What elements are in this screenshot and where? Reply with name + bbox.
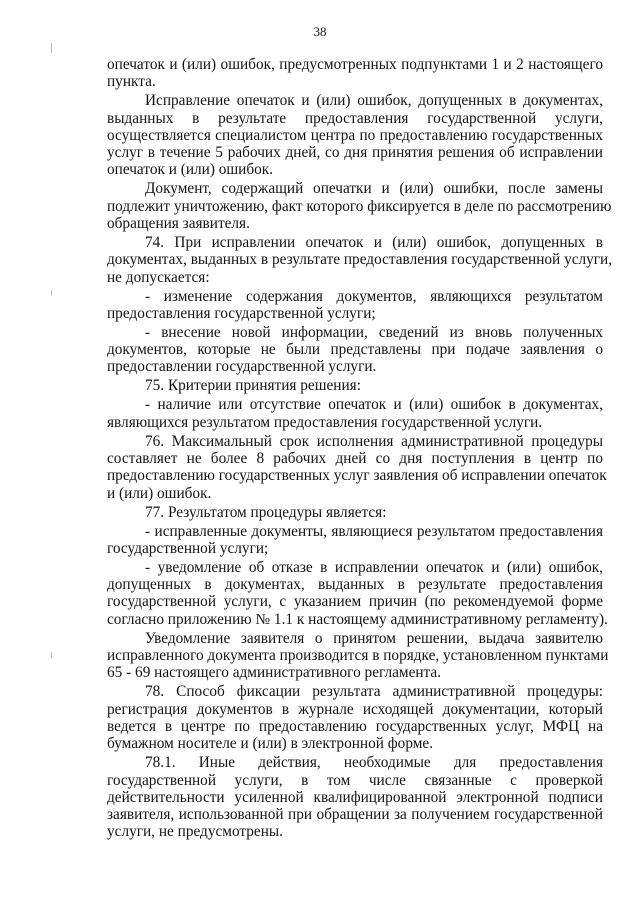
text-line: действительности усиленной квалифицированной электронной подписи xyxy=(107,788,603,806)
paragraph-p-correction xyxy=(107,92,603,178)
text-line: бумажном носителе и (или) в электронной форме. xyxy=(107,735,434,753)
paragraph-p-74-a xyxy=(107,288,603,323)
text-line: - наличие или отсутствие опечаток и (или) ошибок в документах, xyxy=(145,396,603,414)
text-line: государственной услуги, в том числе связанные с проверкой xyxy=(107,771,603,789)
text-line: ведется в центре по предоставлению государственных услуг, МФЦ на xyxy=(107,717,603,735)
text-line: обращения заявителя. xyxy=(107,215,250,233)
paragraph-p-78-1 xyxy=(107,754,603,840)
text-line: составляет не более 8 рабочих дней со дня поступления в центр по xyxy=(107,450,603,468)
text-line: не допускается: xyxy=(107,268,210,286)
paragraph-p-77-a xyxy=(107,523,603,558)
text-line: допущенных в документах, выданных в результате предоставления xyxy=(107,576,603,594)
text-line: 78.1. Иные действия, необходимые для предоставления xyxy=(145,754,603,772)
text-line: документов, которые не были представлены при подаче заявления о xyxy=(107,341,603,359)
text-line: - изменение содержания документов, являющихся результатом xyxy=(145,287,603,305)
document-body xyxy=(107,56,613,842)
text-line: предоставления государственной услуги; xyxy=(107,304,376,322)
text-line: выданных в результате предоставления государственной услуги, xyxy=(107,109,603,127)
page-number: 38 xyxy=(313,24,327,39)
text-line: 77. Результатом процедуры является: xyxy=(145,503,387,521)
paragraph-p-74-b xyxy=(107,324,603,376)
text-line: пункта. xyxy=(107,73,156,91)
paragraph-p-76 xyxy=(107,432,607,502)
text-line: услуг в течение 5 рабочих дней, со дня принятия решения об исправлении xyxy=(107,144,603,162)
paragraph-p-75 xyxy=(107,377,603,394)
text-line: подлежит уничтожению, факт которого фиксируется в деле по рассмотрению xyxy=(107,197,612,215)
scan-artifact xyxy=(51,290,52,296)
text-line: 65 - 69 настоящего административного регламента. xyxy=(107,664,442,682)
text-line: 75. Критерии принятия решения: xyxy=(145,377,361,395)
scan-artifact xyxy=(51,43,52,53)
paragraph-p-77 xyxy=(107,504,603,521)
paragraph-p-cont xyxy=(107,56,603,91)
text-line: услуги, не предусмотрены. xyxy=(107,823,283,841)
text-line: заявителя, использованной при обращении за получением государственной xyxy=(107,806,603,824)
text-line: опечаток и (или) ошибок, предусмотренных подпунктами 1 и 2 настоящего xyxy=(107,56,603,73)
scan-artifact xyxy=(51,652,52,658)
text-line: являющихся результатом предоставления государственной услуги. xyxy=(107,413,543,431)
text-line: регистрация документов в журнале исходящей документации, который xyxy=(107,700,603,718)
text-line: Исправление опечаток и (или) ошибок, допущенных в документах, xyxy=(145,92,603,110)
paragraph-p-77-b xyxy=(107,558,608,628)
text-line: осуществляется специалистом центра по предоставлению государственных xyxy=(107,126,603,144)
text-line: предоставлении государственной услуги. xyxy=(107,358,377,376)
text-line: и (или) ошибок. xyxy=(107,484,212,502)
text-line: 76. Максимальный срок исполнения административной процедуры xyxy=(145,432,603,450)
text-line: 74. При исправлении опечаток и (или) ошибок, допущенных в xyxy=(145,234,603,252)
paragraph-p-notice xyxy=(107,629,609,682)
text-line: государственной услуги; xyxy=(107,539,269,557)
text-line: - внесение новой информации, сведений из вновь полученных xyxy=(145,323,603,341)
text-line: исправленного документа производится в порядке, установленном пунктами xyxy=(107,647,609,665)
paragraph-p-74 xyxy=(107,234,613,286)
text-line: предоставлению государственных услуг заявления об исправлении опечаток xyxy=(107,467,607,485)
text-line: Документ, содержащий опечатки и (или) ошибки, после замены xyxy=(145,180,603,198)
text-line: документах, выданных в результате предоставления государственной услуги, xyxy=(107,251,613,269)
text-line: - исправленные документы, являющиеся результатом предоставления xyxy=(145,522,603,540)
text-line: согласно приложению № 1.1 к настоящему административному регламенту). xyxy=(107,610,608,628)
paragraph-p-75-a xyxy=(107,396,603,431)
text-line: 78. Способ фиксации результата административной процедуры: xyxy=(145,683,603,701)
text-line: Уведомление заявителя о принятом решении, выдача заявителю xyxy=(145,629,603,647)
text-line: опечаток и (или) ошибок. xyxy=(107,161,274,179)
text-line: - уведомление об отказе в исправлении опечаток и (или) ошибок, xyxy=(145,558,603,576)
text-line: государственной услуги, с указанием причин (по рекомендуемой форме xyxy=(107,593,603,611)
paragraph-p-78 xyxy=(107,683,603,752)
paragraph-p-destroy xyxy=(107,180,612,233)
